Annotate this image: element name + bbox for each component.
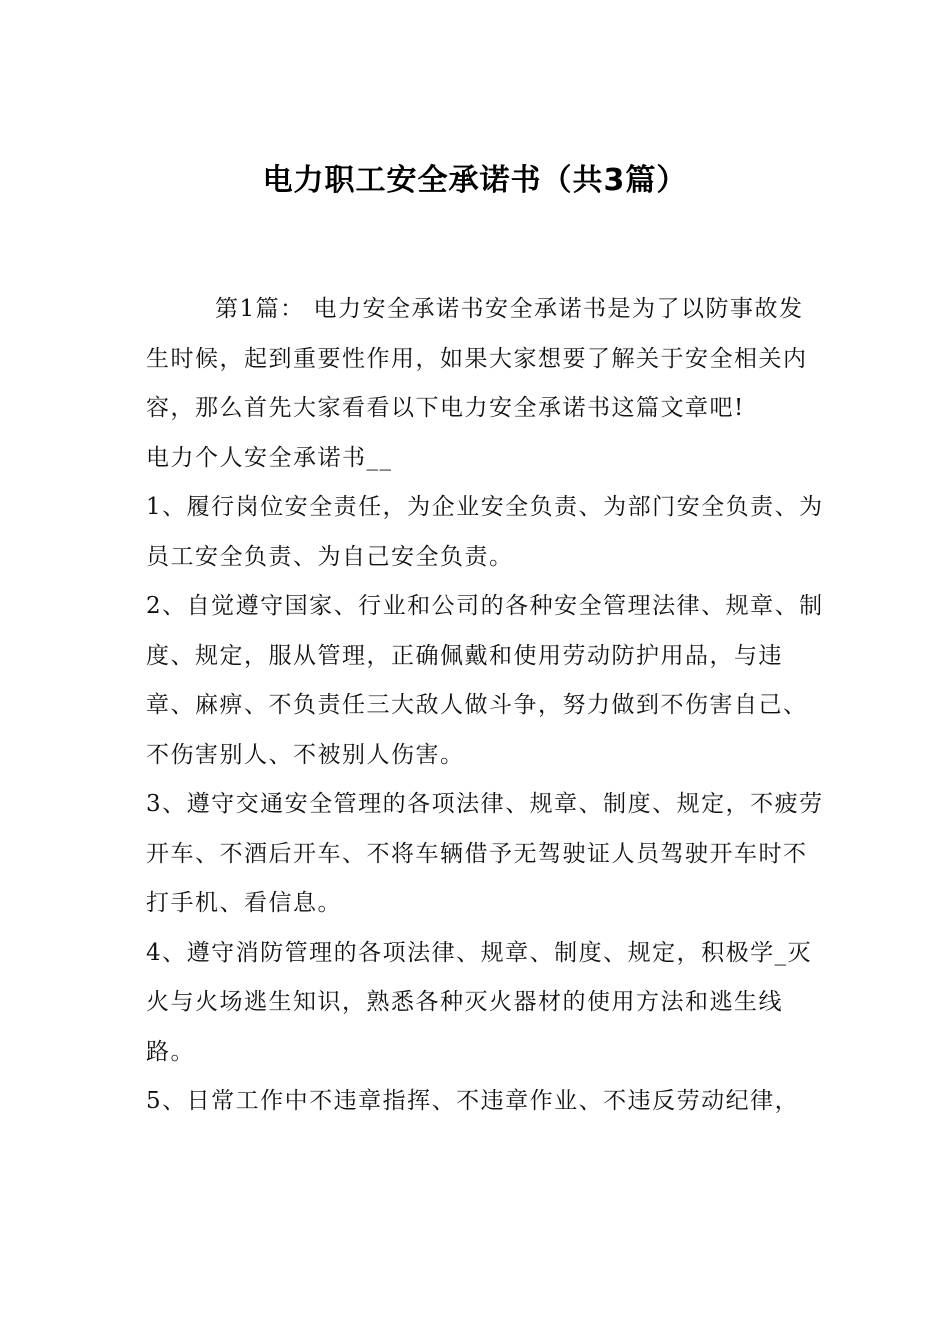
list-item: 3、遵守交通安全管理的各项法律、规章、制度、规定，不疲劳开车、不酒后开车、不将车辆借予无驾驶证人员驾驶开车时不打手机、看信息。	[146, 791, 824, 916]
list-item: 5、日常工作中不违章指挥、不违章作业、不违反劳动纪律，	[146, 1088, 800, 1114]
intro-paragraph: 第1篇： 电力安全承诺书安全承诺书是为了以防事故发生时候，起到重要性作用，如果大家想要了解关于安全相关内容，那么首先大家看看以下电力安全承诺书这篇文章吧!	[146, 296, 808, 421]
list-item: 1、履行岗位安全责任，为企业安全负责、为部门安全负责、为员工安全负责、为自己安全负责。	[146, 494, 824, 570]
document-title: 电力职工安全承诺书（共3篇）	[262, 163, 688, 198]
section-heading: 电力个人安全承诺书__	[146, 444, 393, 471]
list-item: 4、遵守消防管理的各项法律、规章、制度、规定，积极学_灭火与火场逃生知识，熟悉各种灭火器材的使用方法和逃生线路。	[146, 939, 813, 1065]
document-body	[146, 285, 826, 1127]
list-item: 2、自觉遵守国家、行业和公司的各种安全管理法律、规章、制度、规定，服从管理，正确佩戴和使用劳动防护用品，与违章、麻痹、不负责任三大敌人做斗争，努力做到不伤害自己、不伤害别人、不被别人伤害。	[146, 593, 824, 768]
